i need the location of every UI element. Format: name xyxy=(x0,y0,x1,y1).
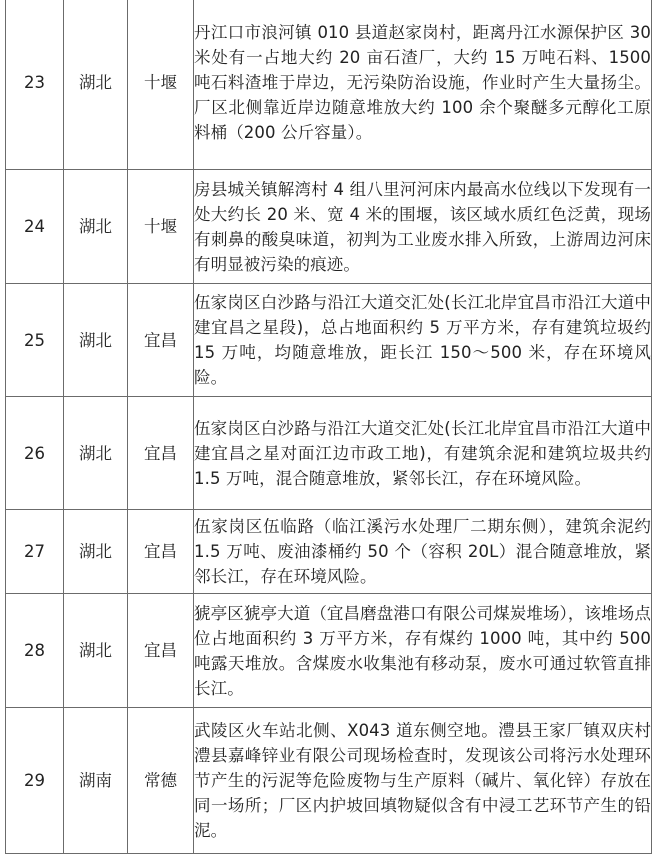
description-cell: 伍家岗区白沙路与沿江大道交汇处(长江北岸宜昌市沿江大道中建宜昌之星段)，总占地面积约 5 万平方米，存有建筑垃圾约 15 万吨，均随意堆放，距长江 150～500 米，存在环境风险。 xyxy=(194,284,652,397)
city-cell: 宜昌 xyxy=(128,397,194,510)
table-row xyxy=(6,594,652,708)
description-cell: 房县城关镇解湾村 4 组八里河河床内最高水位线以下发现有一处大约长 20 米、宽 4 米的围堰，该区域水质红色泛黄，现场有刺鼻的酸臭味道，初判为工业废水排入所致，上游周边河床有明显被污染的痕迹。 xyxy=(194,170,652,284)
description-cell: 伍家岗区伍临路（临江溪污水处理厂二期东侧），建筑余泥约 1.5 万吨、废油漆桶约 50 个（容积 20L）混合随意堆放，紧邻长江，存在环境风险。 xyxy=(194,510,652,594)
table-row xyxy=(6,170,652,284)
inspection-table xyxy=(5,0,652,854)
city-cell: 宜昌 xyxy=(128,510,194,594)
row-number: 23 xyxy=(6,0,64,170)
city-cell: 十堰 xyxy=(128,170,194,284)
table-row xyxy=(6,0,652,170)
row-number: 29 xyxy=(6,708,64,854)
row-number: 26 xyxy=(6,397,64,510)
city-cell: 宜昌 xyxy=(128,594,194,708)
table-row xyxy=(6,510,652,594)
table-row xyxy=(6,708,652,854)
description-cell: 猇亭区猇亭大道（宜昌磨盘港口有限公司煤炭堆场），该堆场点位占地面积约 3 万平方米，存有煤约 1000 吨，其中约 500 吨露天堆放。含煤废水收集池有移动泵，废水可通过软管直排长江。 xyxy=(194,594,652,708)
row-number: 25 xyxy=(6,284,64,397)
city-cell: 常德 xyxy=(128,708,194,854)
description-cell: 武陵区火车站北侧、X043 道东侧空地。澧县王家厂镇双庆村澧县嘉峰锌业有限公司现场检查时，发现该公司将污水处理环节产生的污泥等危险废物与生产原料（碱片、氧化锌）存放在同一场所；厂区内护坡回填物疑似含有中浸工艺环节产生的铅泥。 xyxy=(194,708,652,854)
row-number: 28 xyxy=(6,594,64,708)
province-cell: 湖北 xyxy=(64,284,128,397)
province-cell: 湖北 xyxy=(64,510,128,594)
table-row xyxy=(6,284,652,397)
row-number: 27 xyxy=(6,510,64,594)
city-cell: 宜昌 xyxy=(128,284,194,397)
province-cell: 湖北 xyxy=(64,397,128,510)
province-cell: 湖北 xyxy=(64,0,128,170)
table-row xyxy=(6,397,652,510)
province-cell: 湖南 xyxy=(64,708,128,854)
province-cell: 湖北 xyxy=(64,594,128,708)
description-cell: 伍家岗区白沙路与沿江大道交汇处(长江北岸宜昌市沿江大道中建宜昌之星对面江边市政工地)，有建筑余泥和建筑垃圾共约 1.5 万吨，混合随意堆放，紧邻长江，存在环境风险。 xyxy=(194,397,652,510)
province-cell: 湖北 xyxy=(64,170,128,284)
city-cell: 十堰 xyxy=(128,0,194,170)
description-cell: 丹江口市浪河镇 010 县道赵家岗村，距离丹江水源保护区 30 米处有一占地大约 20 亩石渣厂，大约 15 万吨石料、1500 吨石料渣堆于岸边，无污染防治设施，作业时产生大量扬尘。厂区北侧靠近岸边随意堆放大约 100 余个聚醚多元醇化工原料桶（200 公斤容量）。 xyxy=(194,0,652,170)
row-number: 24 xyxy=(6,170,64,284)
